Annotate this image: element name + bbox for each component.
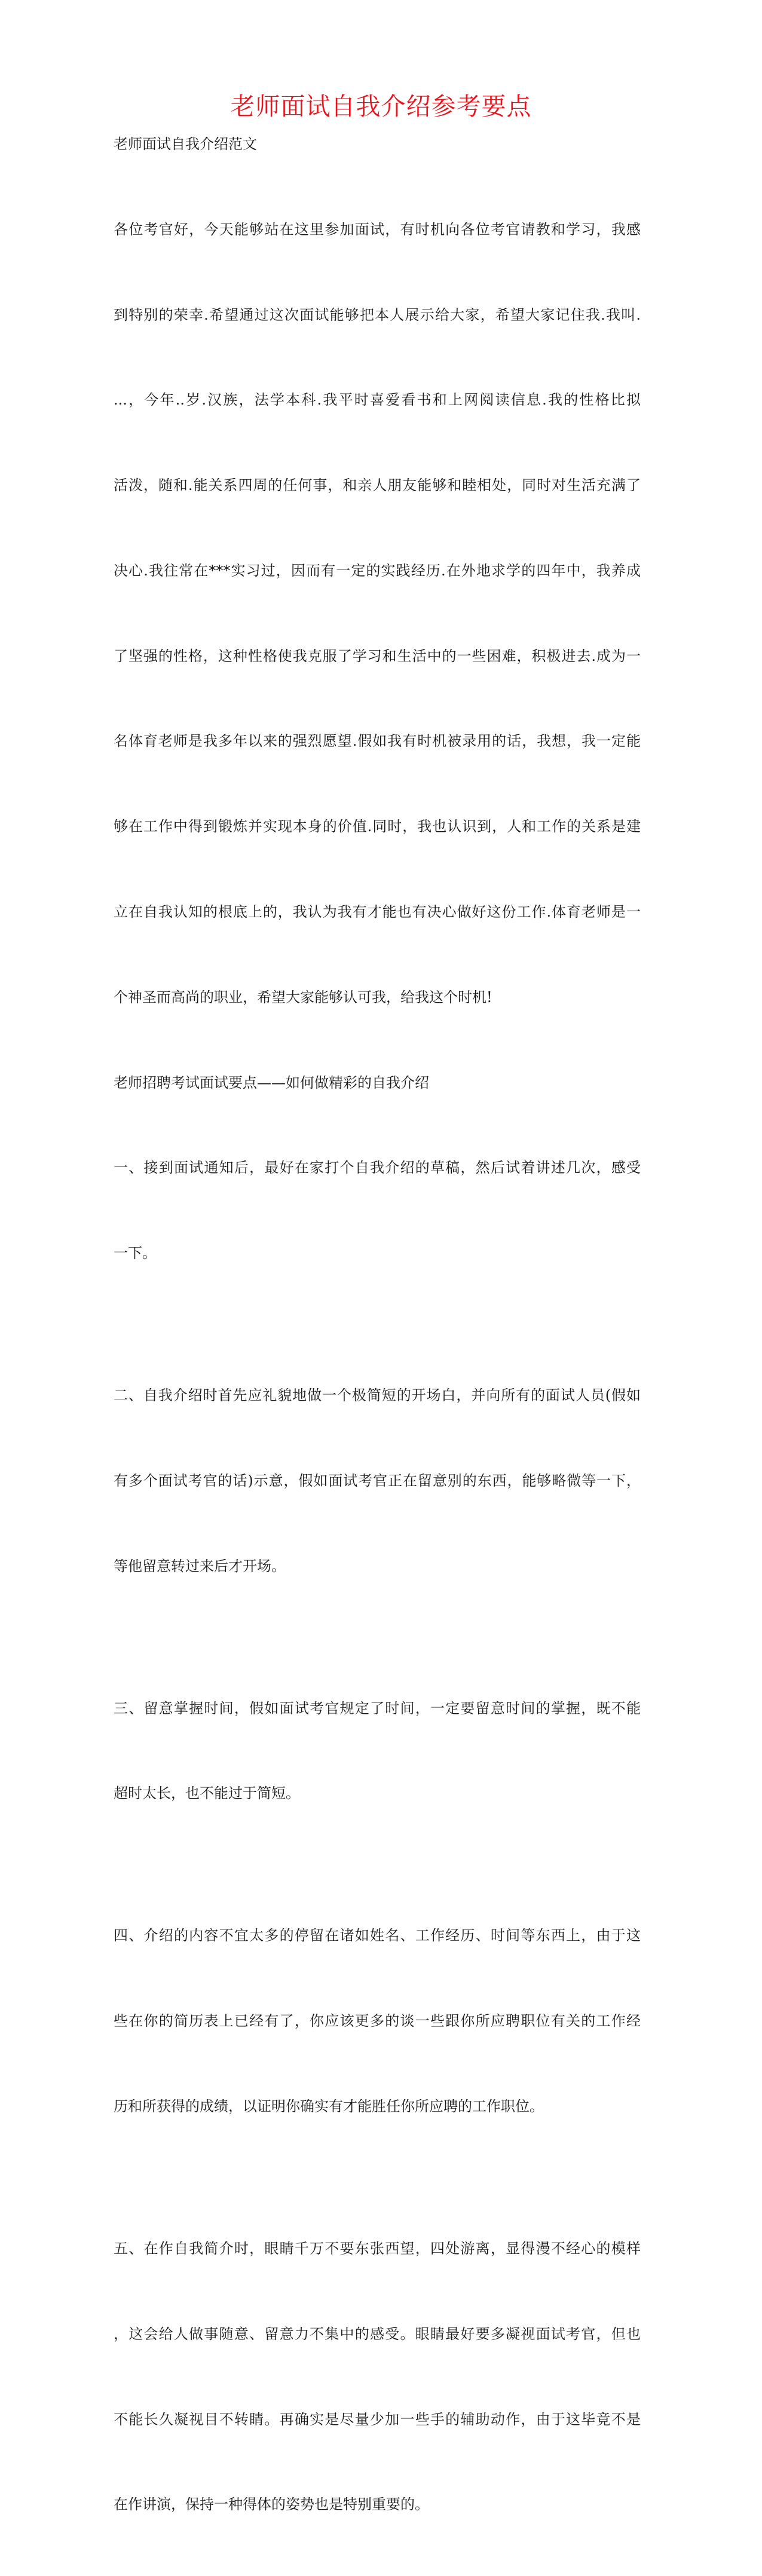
sample-intro-paragraph xyxy=(114,159,641,1069)
tip-paragraph-2 xyxy=(114,1325,641,1638)
text-line: 一、接到面试通知后，最好在家打个自我介绍的草稿，然后试着讲述几次，感受 xyxy=(114,1159,641,1177)
text-line: 在作讲演，保持一种得体的姿势也是特别重要的。 xyxy=(114,2496,429,2513)
section-heading-sample xyxy=(114,130,641,159)
text-line: 些在你的简历表上已经有了，你应该更多的谈一些跟你所应聘职位有关的工作经 xyxy=(114,2013,641,2030)
text-line: 名体育老师是我多年以来的强烈愿望.假如我有时机被录用的话，我想，我一定能 xyxy=(114,733,641,750)
tip-paragraph-5 xyxy=(114,2178,641,2576)
text-line: 历和所获得的成绩，以证明你确实有才能胜任你所应聘的工作职位。 xyxy=(114,2097,544,2115)
text-line: 了坚强的性格，这种性格使我克服了学习和生活中的一些困难，积极进去.成为一 xyxy=(114,647,641,664)
text-line: 老师招聘考试面试要点——如何做精彩的自我介绍 xyxy=(114,1074,429,1091)
text-line: 超时太长，也不能过于简短。 xyxy=(114,1785,300,1802)
text-line: 二、自我介绍时首先应礼貌地做一个极简短的开场白，并向所有的面试人员(假如 xyxy=(114,1387,641,1404)
text-line: 等他留意转过来后才开场。 xyxy=(114,1557,286,1575)
tip-paragraph-4 xyxy=(114,1865,641,2178)
text-line: 够在工作中得到锻炼并实现本身的价值.同时，我也认识到，人和工作的关系是建 xyxy=(114,818,641,835)
text-line: 立在自我认知的根底上的，我认为我有才能也有决心做好这份工作.体育老师是一 xyxy=(114,903,641,921)
text-line: 各位考官好，今天能够站在这里参加面试，有时机向各位考官请教和学习，我感 xyxy=(114,220,641,238)
text-line: 活泼，随和.能关系四周的任何事，和亲人朋友能够和睦相处，同时对生活充满了 xyxy=(114,477,641,494)
section-heading-tips xyxy=(114,1069,641,1098)
text-line: 决心.我往常在***实习过，因而有一定的实践经历.在外地求学的四年中，我养成 xyxy=(114,562,641,579)
tip-paragraph-1 xyxy=(114,1097,641,1325)
tip-paragraph-3 xyxy=(114,1637,641,1865)
document-title: 老师面试自我介绍参考要点 xyxy=(230,92,532,121)
text-line: ，这会给人做事随意、留意力不集中的感受。眼睛最好要多凝视面试考官，但也 xyxy=(114,2325,641,2342)
text-line: 到特别的荣幸.希望通过这次面试能够把本人展示给大家，希望大家记住我.我叫. xyxy=(114,306,641,323)
document-body xyxy=(114,130,641,2576)
text-line: 五、在作自我简介时，眼睛千万不要东张西望，四处游离，显得漫不经心的模样 xyxy=(114,2240,641,2257)
text-line: 一下。 xyxy=(114,1245,157,1262)
text-line: 个神圣而高尚的职业，希望大家能够认可我，给我这个时机! xyxy=(114,988,492,1006)
text-line: 有多个面试考官的话)示意，假如面试考官正在留意别的东西，能够略微等一下， xyxy=(114,1472,641,1489)
text-line: 老师面试自我介绍范文 xyxy=(114,136,257,152)
text-line: 三、留意掌握时间，假如面试考官规定了时间，一定要留意时间的掌握，既不能 xyxy=(114,1699,641,1717)
text-line: 不能长久凝视目不转睛。再确实是尽量少加一些手的辅助动作，由于这毕竟不是 xyxy=(114,2410,641,2428)
text-line: 四、介绍的内容不宜太多的停留在诸如姓名、工作经历、时间等东西上，由于这 xyxy=(114,1927,641,1944)
text-line: ...，今年..岁.汉族，法学本科.我平时喜爱看书和上网阅读信息.我的性格比拟 xyxy=(114,391,641,409)
